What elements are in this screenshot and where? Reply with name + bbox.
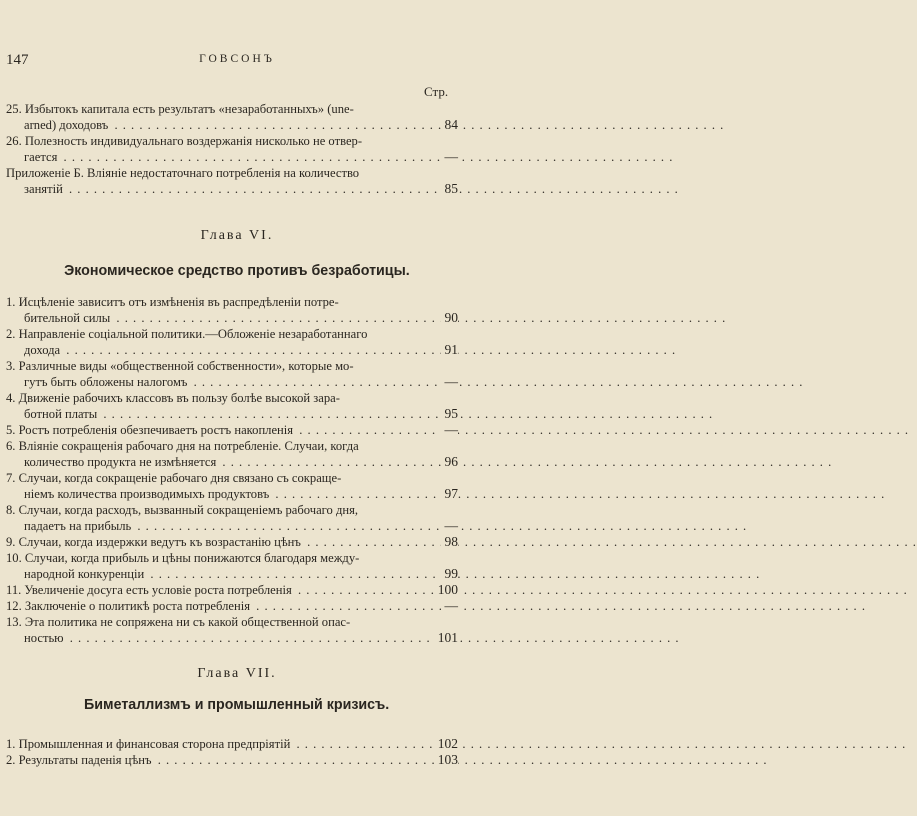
- toc-entry: [6, 752, 458, 768]
- toc-entry: [6, 326, 458, 358]
- toc-entry: [6, 736, 458, 752]
- toc-entry: [6, 470, 458, 502]
- toc-entry: [6, 598, 458, 614]
- toc-page-number: —: [441, 518, 459, 534]
- toc-page-number: —: [441, 149, 459, 165]
- toc-page-number: 95: [441, 406, 459, 422]
- toc-page-number: —: [441, 598, 459, 614]
- chapter-7-title: Биметаллизмъ и промышленный кризисъ.: [84, 696, 390, 713]
- toc-entry: [6, 534, 458, 550]
- toc-entry-text: бительной силы: [24, 311, 111, 325]
- toc-entry-text: 4. Движеніе рабочихъ классовъ въ пользу болѣе высокой зара-: [6, 391, 340, 405]
- toc-entry: [6, 165, 458, 197]
- toc-entry-text: ніемъ количества производимыхъ продуктовъ: [24, 487, 270, 501]
- toc-entry-text: падаетъ на прибыль: [24, 519, 132, 533]
- toc-page-number: 100: [434, 582, 458, 598]
- toc-entry: [6, 294, 458, 326]
- toc-entry: [6, 614, 458, 646]
- toc-entry-text: 5. Ростъ потребленія обезпечиваетъ ростъ накопленія: [6, 423, 294, 437]
- toc-entry-text: 3. Различные виды «общественной собственности», которые мо-: [6, 359, 354, 373]
- toc-entry-text: дохода: [24, 343, 61, 357]
- toc-entry: [6, 502, 458, 534]
- toc-entry-text: 1. Промышленная и финансовая сторона предпріятій: [6, 737, 291, 751]
- toc-entry-text: 12. Заключеніе о политикѣ роста потребленія: [6, 599, 251, 613]
- toc-entry-text: ботной платы: [24, 407, 98, 421]
- toc-entry: [6, 390, 458, 422]
- toc-entry-text: 8. Случаи, когда расходъ, вызванный сокращеніемъ рабочаго дня,: [6, 503, 359, 517]
- toc-page-number: 85: [441, 181, 459, 197]
- toc-entry-text: 10. Случаи, когда прибыль и цѣны понижаются благодаря между-: [6, 551, 360, 565]
- toc-entry-text: 11. Увеличеніе досуга есть условіе роста потребленія: [6, 583, 292, 597]
- toc-entry: [6, 550, 458, 582]
- chapter-6-title: Экономическое средство противъ безработицы.: [64, 262, 410, 279]
- toc-entry-text: 2. Результаты паденія цѣнъ: [6, 753, 152, 767]
- toc-entry: [6, 422, 458, 438]
- toc-entry-text: занятій: [24, 182, 63, 196]
- toc-entry-text: 6. Вліяніе сокращенія рабочаго дня на потребленіе. Случаи, когда: [6, 439, 359, 453]
- page-header: [0, 52, 474, 68]
- toc-page-number: 102: [434, 736, 458, 752]
- toc-entry-text: 25. Избытокъ капитала есть результатъ «незаработанныхъ» (une-: [6, 102, 354, 116]
- toc-page-number: 91: [441, 342, 459, 358]
- toc-entry-text: ностью: [24, 631, 64, 645]
- toc-entry: [6, 133, 458, 165]
- toc-entry-text: 7. Случаи, когда сокращеніе рабочаго дня связано съ сокраще-: [6, 471, 342, 485]
- toc-page-number: 103: [434, 752, 458, 768]
- toc-page-number: 90: [441, 310, 459, 326]
- toc-page-number: 98: [441, 534, 459, 550]
- toc-page-number: 97: [441, 486, 459, 502]
- toc-page-number: 101: [434, 630, 458, 646]
- toc-entry: [6, 438, 458, 470]
- toc-entry: [6, 101, 458, 133]
- toc-entry-text: гается: [24, 150, 58, 164]
- toc-page-number: —: [441, 422, 459, 438]
- toc-page-number: 96: [441, 454, 459, 470]
- page-number: 147: [6, 52, 29, 68]
- running-head: ГОВСОНЪ: [199, 53, 275, 65]
- toc-entry-text: гутъ быть обложены налогомъ: [24, 375, 188, 389]
- toc-entry-text: Приложеніе Б. Вліяніе недостаточнаго потребленія на количество: [6, 166, 360, 180]
- page-column-header: Стр.: [424, 84, 449, 99]
- toc-entry: [6, 358, 458, 390]
- toc-entry-text: количество продукта не измѣняется: [24, 455, 217, 469]
- chapter-7-label: Глава VII.: [197, 666, 277, 681]
- toc-page-number: —: [441, 374, 459, 390]
- toc-entry-text: 9. Случаи, когда издержки ведутъ къ возрастанію цѣнъ: [6, 535, 301, 549]
- chapter-6-label: Глава VI.: [200, 228, 274, 243]
- toc-entry: [6, 582, 458, 598]
- toc-entry-text: народной конкуренціи: [24, 567, 145, 581]
- toc-page-number: 84: [441, 117, 459, 133]
- toc-entry-text: 26. Полезность индивидуальнаго воздержанія нисколько не отвер-: [6, 134, 363, 148]
- toc-entry-text: arned) доходовъ: [24, 118, 109, 132]
- toc-entry-text: 1. Исцѣленіе зависитъ отъ измѣненія въ распредѣленіи потре-: [6, 295, 339, 309]
- toc-entry-text: 2. Направленіе соціальной политики.—Обложеніе незаработаннаго: [6, 327, 368, 341]
- toc-entry-text: 13. Эта политика не сопряжена ни съ какой общественной опас-: [6, 615, 351, 629]
- toc-page-number: 99: [441, 566, 459, 582]
